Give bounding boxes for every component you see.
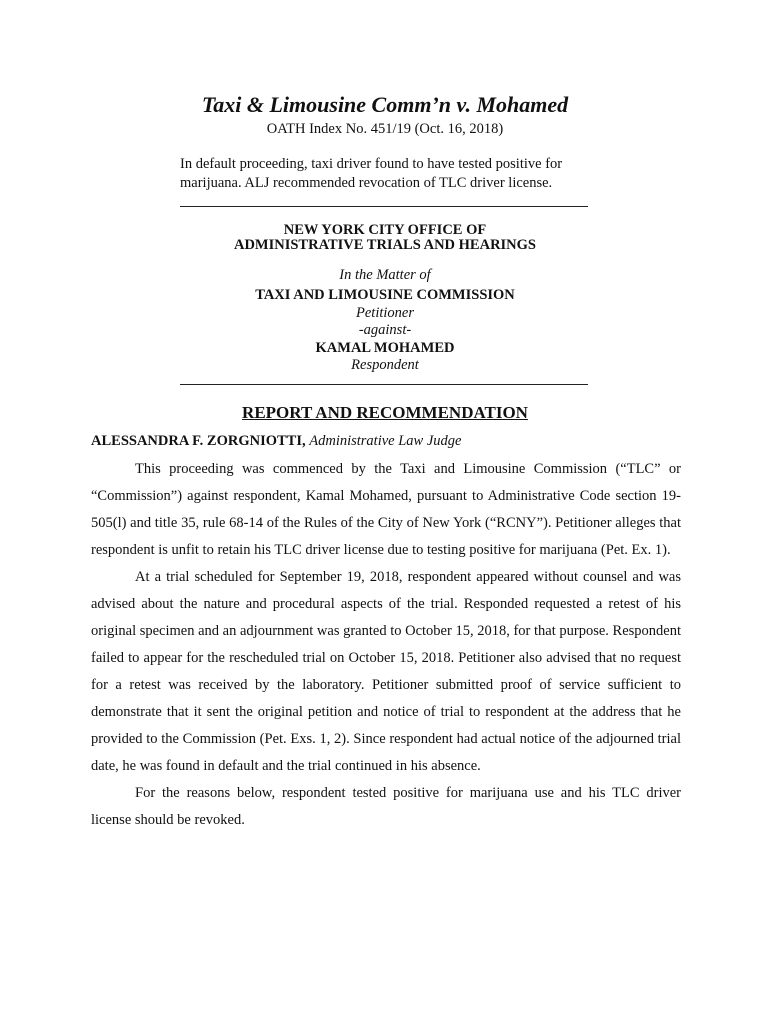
report-body [91,456,681,834]
judge-title: Administrative Law Judge [309,433,462,449]
office-line-1: NEW YORK CITY OFFICE OF [283,222,487,238]
matter-of: In the Matter of [339,267,431,283]
judge-line [91,433,461,450]
judge-name: ALESSANDRA F. ZORGNIOTTI, [91,433,306,449]
report-heading: REPORT AND RECOMMENDATION [242,403,528,422]
divider-bottom [180,384,588,385]
case-summary: In default proceeding, taxi driver found to have tested positive for marijuana. ALJ recommended revocation of TLC driver license. [180,156,563,191]
body-paragraph: For the reasons below, respondent tested positive for marijuana use and his TLC driver license should be revoked. [91,785,681,828]
body-paragraph: This proceeding was commenced by the Taxi and Limousine Commission (“TLC” or “Commission”) against respondent, Kamal Mohamed, pursuant to Administrative Code section 19-505(l) and title 35, rule 68-14 of the Rules of the City of New York (“RCNY”). Petitioner alleges that respondent is unfit to retain his TLC driver license due to testing positive for marijuana (Pet. Ex. 1). [91,461,681,558]
divider-top [180,206,588,207]
respondent-role: Respondent [351,357,419,373]
body-paragraph: At a trial scheduled for September 19, 2018, respondent appeared without counsel and was advised about the nature and procedural aspects of the trial. Responded requested a retest of his original specimen and an adjournment was granted to October 15, 2018, for that purpose. Respondent failed to appear for the rescheduled trial on October 15, 2018. Petitioner also advised that no request for a retest was received by the laboratory. Petitioner submitted proof of service sufficient to demonstrate that it sent the original petition and notice of trial to respondent at the address that he provided to the Commission (Pet. Exs. 1, 2). Since respondent had actual notice of the adjourned trial date, he was found in default and the trial continued in his absence. [91,569,681,774]
oath-index-line: OATH Index No. 451/19 (Oct. 16, 2018) [266,121,504,137]
respondent-name: KAMAL MOHAMED [315,340,455,356]
office-line-2: ADMINISTRATIVE TRIALS AND HEARINGS [233,237,536,253]
case-title: Taxi & Limousine Comm’n v. Mohamed [201,92,569,117]
petitioner-role: Petitioner [356,305,414,321]
against-label: -against- [358,322,412,338]
petitioner-name: TAXI AND LIMOUSINE COMMISSION [255,287,515,303]
